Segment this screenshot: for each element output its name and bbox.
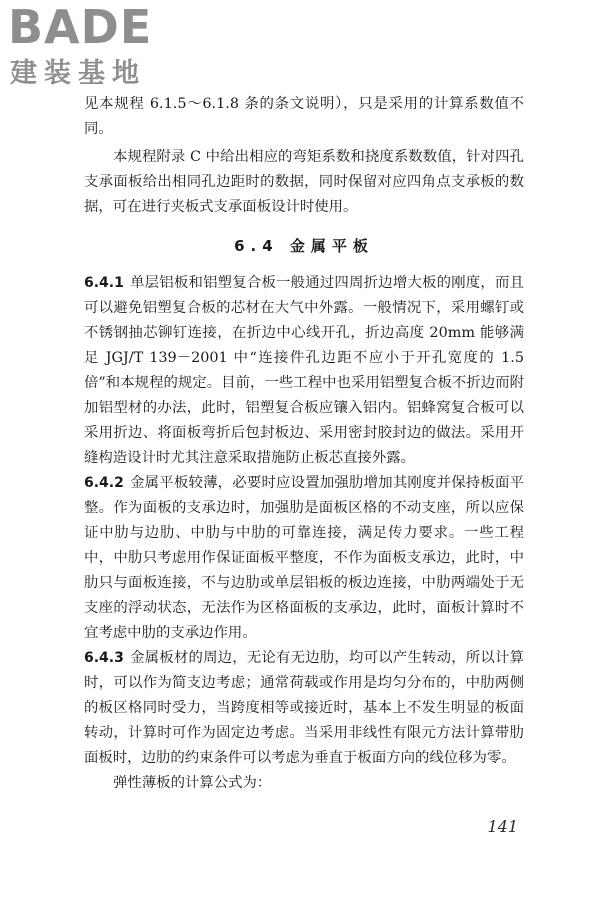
clause-text: 金属平板较薄，必要时应设置加强肋增加其刚度并保持板面平整。作为面板的支承边时，加强肋是面板区格的不动支座，所以应保证中肋与边肋、中肋与中肋的可靠连接，满足传力要求。一些工程中，中肋只考虑用作保证面板平整度，不作为面板支承边，此时，中肋只与面板连接，不与边肋或单层铝板的板边连接，中肋两端处于无支座的浮动状态，无法作为区格面板的支承边，此时，面板计算时不宜考虑中肋的支承边作用。 <box>84 475 524 641</box>
clause-6-4-3 <box>84 646 524 771</box>
clause-text: 金属板材的周边，无论有无边肋，均可以产生转动，所以计算时，可以作为简支边考虑；通常荷载或作用是均匀分布的，中肋两侧的板区格同时受力，当跨度相等或接近时，基本上不发生明显的板面转动，计算时可作为固定边考虑。当采用非线性有限元方法计算带肋面板时，边肋的约束条件可以考虑为垂直于板面方向的线位移为零。 <box>84 650 524 766</box>
clause-text: 单层铝板和铝塑复合板一般通过四周折边增大板的刚度，而且可以避免铝塑复合板的芯材在大气中外露。一般情况下，采用螺钉或不锈钢抽芯铆钉连接，在折边中心线开孔，折边高度 20mm 能够满足 JGJ/T 139－2001 中“连接件孔边距不应小于开孔宽度的 1.5 倍”和本规程的规定。目前，一些工程中也采用铝塑复合板不折边而附加铝型材的办法，此时，铝塑复合板应镶入铝内。铝蜂窝复合板可以采用折边、将面板弯折后包封板边、采用密封胶封边的做法。采用开缝构造设计时尤其注意采取措施防止板芯直接外露。 <box>84 275 524 466</box>
logo-subtitle: 建装基地 <box>10 58 146 89</box>
paragraph-appendix-note: 本规程附录 C 中给出相应的弯矩系数和挠度系数数值，针对四孔支承面板给出相同孔边距时的数据，同时保留对应四角点支承板的数据，可在进行夹板式支承面板设计时使用。 <box>84 149 524 215</box>
document-body <box>84 92 524 796</box>
paragraph-formula-intro: 弹性薄板的计算公式为： <box>113 775 272 791</box>
paragraph-continuation: 见本规程 6.1.5～6.1.8 条的条文说明），只是采用的计算系数值不同。 <box>84 96 524 137</box>
clause-number: 6.4.3 <box>84 650 124 666</box>
clause-number: 6.4.1 <box>84 275 124 291</box>
brand-logo <box>8 0 178 96</box>
clause-number: 6.4.2 <box>84 475 124 491</box>
page-number: 141 <box>487 817 518 836</box>
clause-6-4-2 <box>84 471 524 646</box>
clause-6-4-1 <box>84 271 524 471</box>
section-title: 6.4 金属平板 <box>234 237 374 255</box>
logo-brand-text: BADE <box>8 0 153 54</box>
